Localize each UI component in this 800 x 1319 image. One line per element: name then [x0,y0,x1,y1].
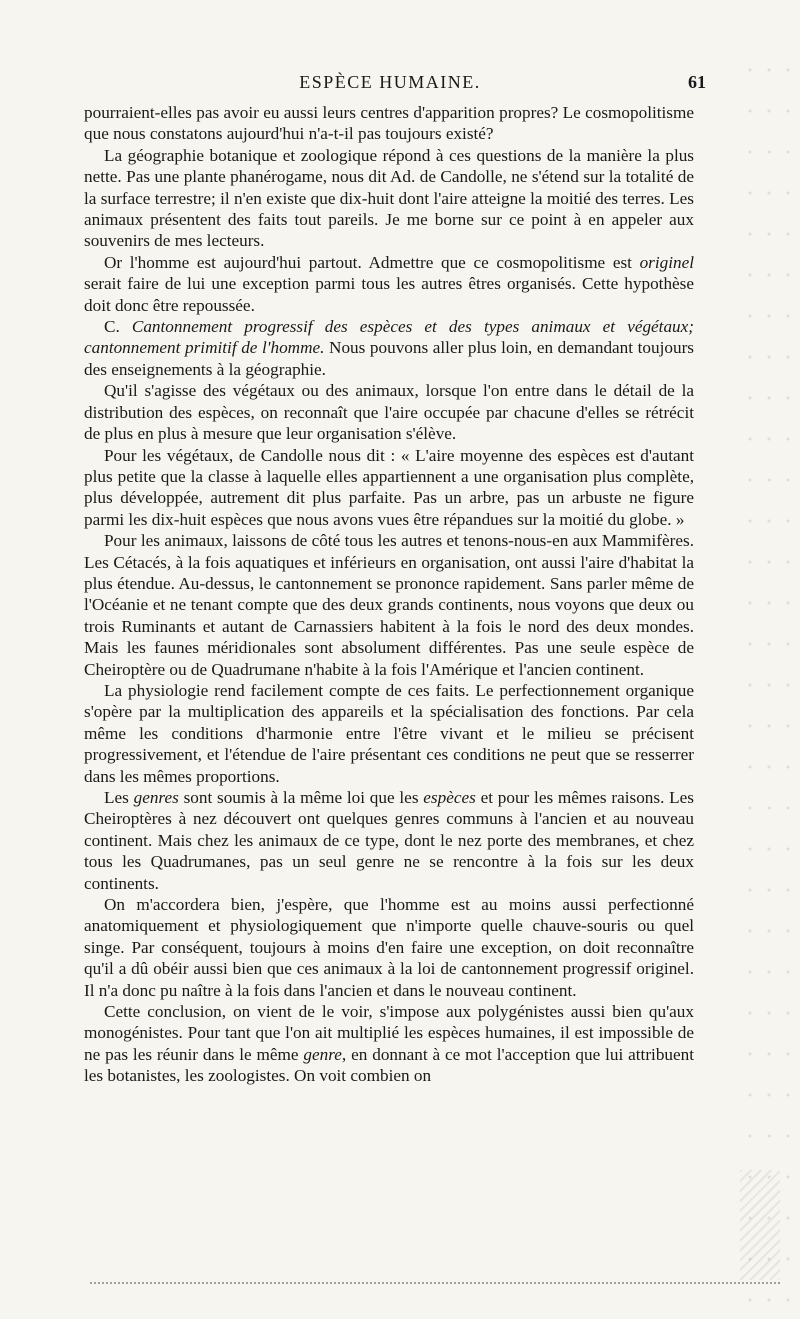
paragraph [84,787,694,894]
paragraph [84,145,694,252]
paragraph [84,445,694,531]
paragraph-text: Les [104,788,134,807]
footer-dotted-rule [90,1282,780,1284]
paragraph [84,530,694,680]
paragraph-text: Cette conclusion, on vient de le voir, s'impose aux polygénistes aussi bien qu'aux monogénistes. Pour tant que l'on ait multiplié les espèces humaines, il est impossible de ne pas les réunir dans le même [84,1002,694,1064]
paragraph-text: On m'accordera bien, j'espère, que l'homme est au moins aussi perfectionné anatomiquement et physiologiquement que n'importe quelle chauve-souris ou quel singe. Par conséquent, toujours à moins d'en faire une exception, on doit reconnaître qu'il a dû obéir aussi bien que ces animaux à la loi de cantonnement progressif originel. Il n'a donc pu naître à la fois dans l'ancien et dans le nouveau continent. [84,895,694,1000]
paragraph [84,252,694,316]
paragraph-text: serait faire de lui une exception parmi tous les autres êtres organisés. Cette hypothèse doit donc être repoussée. [84,274,694,315]
page-top-scan-noise [0,0,800,60]
paragraph-text: Or l'homme est aujourd'hui partout. Admettre que ce cosmopolitisme est [104,252,640,272]
paragraph [84,894,694,1001]
italic-text: espèces [423,788,476,807]
running-title: ESPÈCE HUMAINE. [299,72,481,92]
page-number: 61 [688,72,706,92]
italic-text: originel [639,252,694,272]
body-text [84,102,694,1087]
paragraph-text: pourraient-elles pas avoir eu aussi leurs centres d'apparition propres? Le cosmopolitisme que nous constatons aujourd'hui n'a-t-il pas toujours existé? [84,103,694,144]
paragraph [84,380,694,444]
page-corner-smudge [740,1170,780,1280]
paragraph [84,680,694,787]
paragraph-text: Qu'il s'agisse des végétaux ou des animaux, lorsque l'on entre dans le détail de la distribution des espèces, on reconnaît que l'aire occupée par chacune d'elles se rétrécit de plus en plus à mesure que leur organisation s'élève. [84,381,694,444]
paragraph-text: La géographie botanique et zoologique répond à ces questions de la manière la plus nette. Pas une plante phanérogame, nous dit Ad. de Candolle, ne s'étend sur la totalité de la surface terrestre; il n'en existe que dix-huit dont l'aire atteigne la moitié des terres. Les animaux présentent des faits tout pareils. Je me borne sur ce point à en appeler aux souvenirs de mes lecteurs. [84,145,694,251]
paragraph-text: C. [104,317,132,337]
italic-text: genre [303,1044,342,1064]
page-header [84,72,706,96]
paragraph [84,102,694,145]
paragraph [84,316,694,380]
page-right-scan-noise [740,60,800,1310]
paragraph-text: Pour les végétaux, de Candolle nous dit : « L'aire moyenne des espèces est d'autant plus petite que la classe à laquelle elles appartiennent a une organisation plus complète, plus développée, autrement dit plus parfaite. Pas un arbre, pas un arbuste ne figure parmi les dix-huit espèces que nous avons vues être répandues sur la moitié du globe. » [84,445,694,529]
paragraph-text: Pour les animaux, laissons de côté tous les autres et tenons-nous-en aux Mammifères. Les Cétacés, à la fois aquatiques et inférieurs en organisation, ont aussi l'aire d'habitat la plus étendue. Au-dessus, le cantonnement se prononce rapidement. Sans parler même de l'Océanie et ne tenant compte que des deux grands continents, nous voyons que deux ou trois Ruminants et autant de Carnassiers habitent à la fois le nord des deux mondes. Mais les faunes méridionales sont absolument différentes. Pas une seule espèce de Cheiroptère ou de Quadrumane n'habite à la fois l'Amérique et l'ancien continent. [84,531,694,679]
paragraph-text: , en donnant à ce mot l'acception que lui attribuent les botanistes, les zoologistes. On voit combien on [84,1044,695,1086]
paragraph [84,1001,694,1087]
paragraph-text: sont soumis à la même loi que les [178,788,424,807]
paragraph-text: La physiologie rend facilement compte de ces faits. Le perfectionnement organique s'opère par la multiplication des appareils et la spécialisation des fonctions. Par cela même les conditions d'harmonie entre l'être vivant et le milieu se précisent progressivement, et l'étendue de l'aire présentant ces conditions ne peut que se resserrer dans les mêmes proportions. [84,680,694,786]
italic-text: genres [133,788,179,807]
paragraph-text: Nous pouvons aller plus loin, en demandant toujours des enseignements à la géographie. [84,338,694,379]
paragraph-text: et pour les mêmes raisons. Les Cheiroptères à nez découvert ont quelques genres communs à l'ancien et au nouveau continent. Mais chez les animaux de ce type, dont le nez porte des membranes, et chez tous les Quadrumanes, pas un seul genre ne se rencontre à la fois sur les deux continents. [84,788,694,893]
italic-text: Cantonnement progressif des espèces et des types animaux et végétaux; cantonnement primitif de l'homme. [84,317,694,358]
